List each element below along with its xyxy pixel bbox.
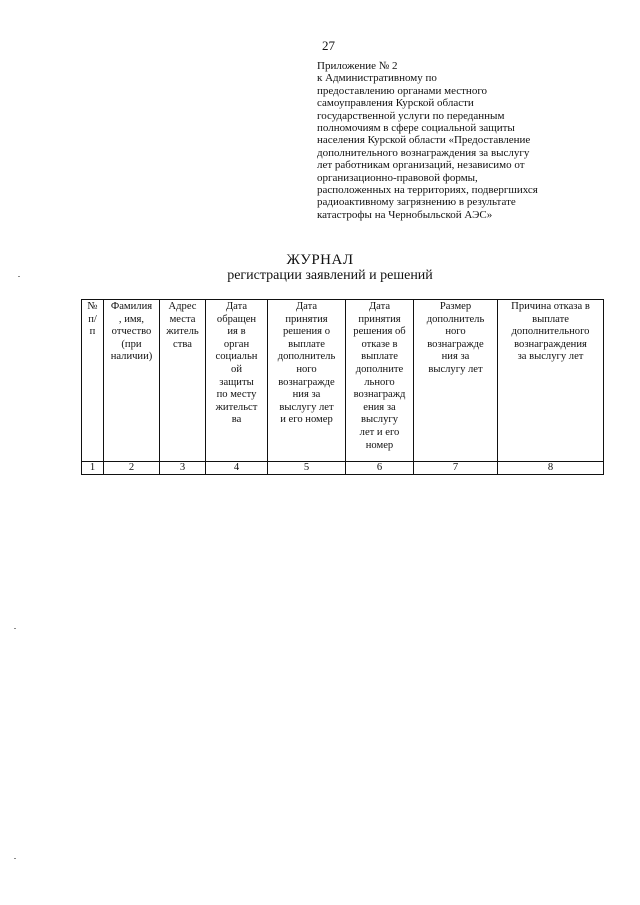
document-title: ЖУРНАЛ [286, 252, 354, 268]
page-number: 27 [322, 38, 335, 53]
appendix-line: организационно-правовой формы, [317, 171, 478, 184]
header-cell-reward-amount: Размер дополнитель ного вознагражде ния за выслугу лет [414, 300, 498, 462]
header-cell-address: Адрес места житель ства [160, 300, 206, 462]
column-number-cell: 2 [104, 462, 160, 475]
header-cell-application-date: Дата обращен ия в орган социальн ой защиты по месту жительст ва [206, 300, 268, 462]
journal-table [81, 299, 604, 475]
appendix-line: населения Курской области «Предоставление [317, 134, 531, 147]
column-number-cell: 3 [160, 462, 206, 475]
appendix-line: дополнительного вознаграждения за выслугу [317, 146, 530, 159]
appendix-line: государственной услуги по переданным [317, 109, 505, 122]
table-header-row [82, 300, 604, 462]
table-column-number-row [82, 462, 604, 475]
appendix-line: полномочиям в сфере социальной защиты [317, 122, 515, 135]
appendix-line: к Административному по [317, 72, 437, 85]
header-cell-number: № п/ п [82, 300, 104, 462]
appendix-line: самоуправления Курской области [317, 97, 474, 110]
column-number-cell: 1 [82, 462, 104, 475]
column-number-cell: 6 [346, 462, 414, 475]
document-subtitle: регистрации заявлений и решений [227, 268, 433, 283]
appendix-line: катастрофы на Чернобыльской АЭС» [317, 208, 493, 221]
appendix-line: радиоактивному загрязнению в результате [317, 196, 516, 209]
appendix-line: Приложение № 2 [317, 60, 398, 72]
header-cell-full-name: Фамилия , имя, отчество (при наличии) [104, 300, 160, 462]
scan-margin-mark [14, 858, 16, 859]
column-number-cell: 8 [498, 462, 604, 475]
appendix-line: предоставлению органами местного [317, 84, 488, 97]
appendix-line: расположенных на территориях, подвергшихся [317, 184, 538, 197]
header-cell-refusal-reason: Причина отказа в выплате дополнительного вознаграждения за выслугу лет [498, 300, 604, 462]
scan-margin-mark [14, 628, 16, 629]
column-number-cell: 5 [268, 462, 346, 475]
column-number-cell: 7 [414, 462, 498, 475]
appendix-block [317, 60, 617, 221]
appendix-line: лет работникам организаций, независимо от [317, 159, 525, 172]
scan-margin-mark [18, 276, 20, 277]
header-cell-refusal-decision: Дата принятия решения об отказе в выплате дополните льного вознагражд ения за выслугу лет и его номер [346, 300, 414, 462]
header-cell-payment-decision: Дата принятия решения о выплате дополнитель ного вознагражде ния за выслугу лет и его номер [268, 300, 346, 462]
column-number-cell: 4 [206, 462, 268, 475]
